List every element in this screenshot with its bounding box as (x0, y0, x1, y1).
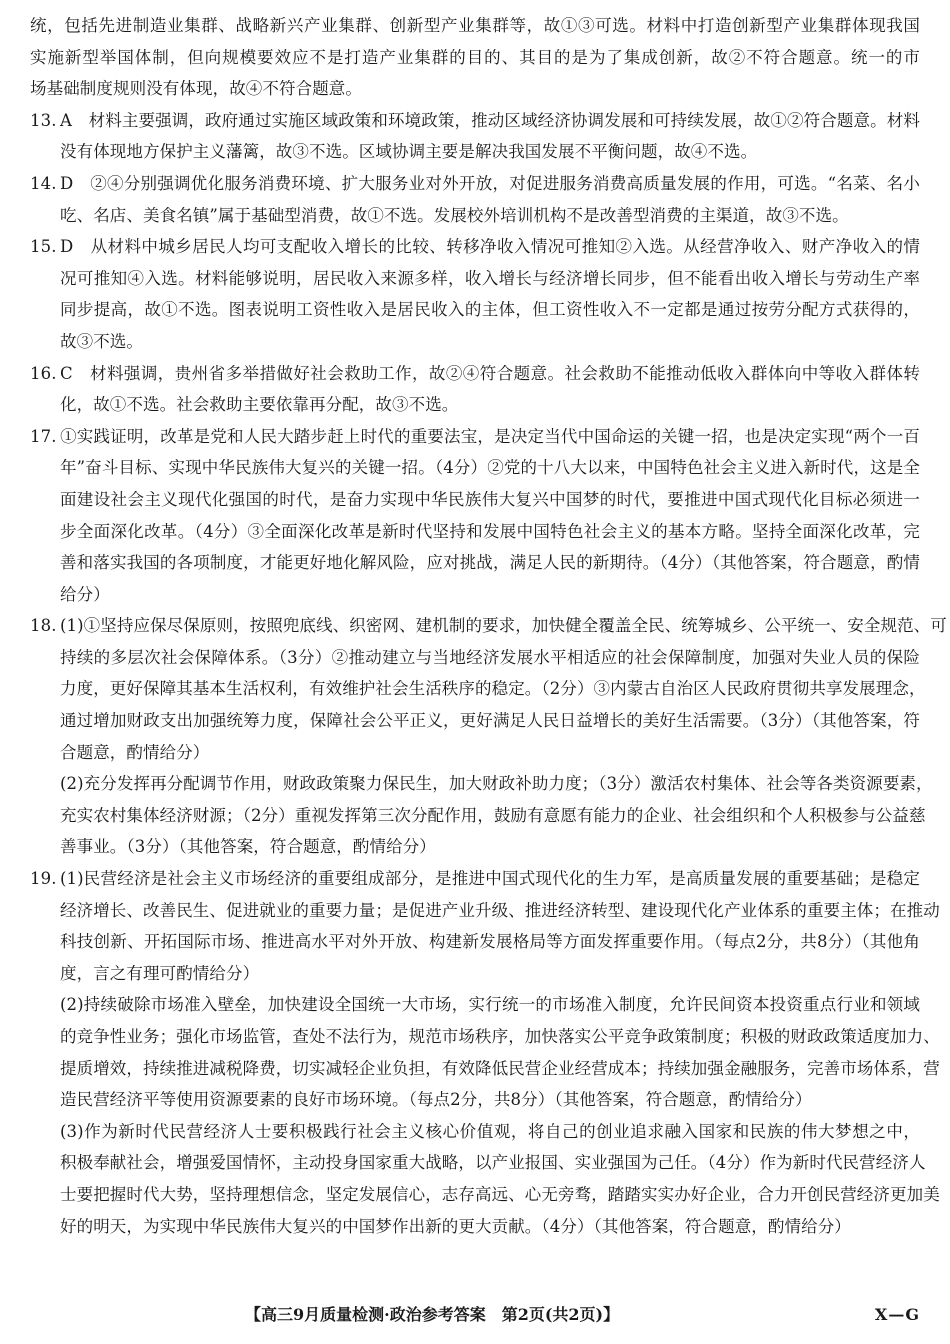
answer-body (30, 10, 947, 1242)
text-line: 善事业。（3分）（其他答案，符合题意，酌情给分） (60, 837, 436, 857)
text-line: (2)充分发挥再分配调节作用，财政政策聚力保民生，加大财政补助力度；（3分）激活农村集体、社会等各类资源要素， (60, 774, 933, 794)
text-line: 吃、名店、美食名镇”属于基础型消费，故①不选。发展校外培训机构不是改善型消费的主渠道，故③不选。 (60, 205, 849, 225)
text-line: (1)民营经济是社会主义市场经济的重要组成部分，是推进中国式现代化的生力军，是高质量发展的重要基础；是稳定 (60, 869, 920, 889)
text-line: C 材料强调，贵州省多举措做好社会救助工作，故②④符合题意。社会救助不能推动低收入群体向中等收入群体转 (60, 363, 920, 383)
text-line: 持续的多层次社会保障体系。（3分）②推动建立与当地经济发展水平相适应的社会保障制度，加强对失业人员的保险 (60, 647, 920, 667)
text-line: 化，故①不选。社会救助主要依靠再分配，故③不选。 (60, 395, 459, 415)
text-line: 的竞争性业务；强化市场监管，查处不法行为，规范市场秩序，加快落实公平竞争政策制度；积极的财政政策适度加力、 (60, 1027, 940, 1046)
text-line: 提质增效，持续推进减税降费，切实减轻企业负担，有效降低民营企业经营成本；持续加强金融服务，完善市场体系，营 (60, 1058, 940, 1078)
text-line: 面建设社会主义现代化强国的时代，是奋力实现中华民族伟大复兴中国梦的时代，要推进中国式现代化目标必须进一 (60, 489, 920, 509)
text-line: 通过增加财政支出加强统筹力度，保障社会公平正义，更好满足人民日益增长的美好生活需要。（3分）（其他答案，符 (60, 711, 920, 731)
footer-title: 【高三9月质量检测·政治参考答案 第2页(共2页)】 (245, 1305, 620, 1324)
answer-15 (30, 231, 920, 357)
text-line: 度，言之有理可酌情给分） (60, 963, 260, 983)
question-number: 19. (30, 869, 57, 889)
text-line: 善和落实我国的各项制度，才能更好地化解风险，应对挑战，满足人民的新期待。（4分）（其他答案，符合题意，酌情 (60, 553, 920, 573)
question-number: 18. (30, 616, 57, 636)
text-line: 经济增长、改善民生、促进就业的重要力量；是促进产业升级、推进经济转型、建设现代化产业体系的重要主体；在推动 (60, 900, 940, 920)
text-line: 同步提高，故①不选。图表说明工资性收入是居民收入的主体，但工资性收入不一定都是通过按劳分配方式获得的， (60, 300, 920, 320)
text-line: 年”奋斗目标、实现中华民族伟大复兴的关键一招。（4分）②党的十八大以来，中国特色社会主义进入新时代，这是全 (60, 458, 920, 478)
footer-code: X—G (874, 1305, 920, 1324)
text-line: 实施新型举国体制，但向规模要效应不是打造产业集群的目的、其目的是为了集成创新，故②不符合题意。统一的市 (30, 47, 920, 67)
answer-12-continuation (30, 10, 920, 105)
question-number: 16. (30, 363, 57, 383)
text-line: 故③不选。 (60, 331, 143, 351)
text-line: 没有体现地方保护主义藩篱，故③不选。区域协调主要是解决我国发展不平衡问题，故④不选。 (60, 142, 758, 162)
answer-17 (30, 421, 920, 611)
answer-19 (30, 863, 940, 1242)
text-line: 合题意，酌情给分） (60, 742, 210, 762)
question-number: 13. (30, 110, 57, 130)
text-line: 士要把握时代大势，坚持理想信念，坚定发展信心，志存高远、心无旁骛，踏踏实实办好企业，合力开创民营经济更加美 (60, 1184, 940, 1204)
text-line: 况可推知④入选。材料能够说明，居民收入来源多样，收入增长与经济增长同步，但不能看出收入增长与劳动生产率 (60, 268, 920, 288)
text-line: (1)①坚持应保尽保原则，按照兜底线、织密网、建机制的要求，加快健全覆盖全民、统筹城乡、公平统一、安全规范、可 (60, 616, 947, 636)
answer-14 (30, 168, 920, 231)
text-line: 统，包括先进制造业集群、战略新兴产业集群、创新型产业集群等，故①③可选。材料中打造创新型产业集群体现我国 (30, 16, 920, 35)
text-line: (2)持续破除市场准入壁垒，加快建设全国统一大市场，实行统一的市场准入制度，允许民间资本投资重点行业和领域 (60, 995, 920, 1015)
text-line: A 材料主要强调，政府通过实施区域政策和环境政策，推动区域经济协调发展和可持续发展，故①②符合题意。材料 (60, 110, 920, 130)
text-line: 造民营经济平等使用资源要素的良好市场环境。（每点2分，共8分）（其他答案，符合题意，酌情给分） (60, 1090, 812, 1110)
question-number: 14. (30, 173, 57, 193)
text-line: ①实践证明，改革是党和人民大踏步赶上时代的重要法宝，是决定当代中国命运的关键一招，也是决定实现“两个一百 (60, 426, 920, 446)
text-line: 好的明天，为实现中华民族伟大复兴的中国梦作出新的更大贡献。（4分）（其他答案，符合题意，酌情给分） (60, 1216, 851, 1236)
page-footer (30, 1300, 920, 1330)
question-number: 15. (30, 237, 57, 257)
answer-16 (30, 358, 920, 421)
text-line: 场基础制度规则没有体现，故④不符合题意。 (30, 79, 362, 99)
text-line: D ②④分别强调优化服务消费环境、扩大服务业对外开放，对促进服务消费高质量发展的作用，可选。“名菜、名小 (60, 173, 920, 193)
text-line: 积极奉献社会，增强爱国情怀，主动投身国家重大战略，以产业报国、实业强国为己任。（4分）作为新时代民营经济人 (60, 1153, 926, 1173)
text-line: (3)作为新时代民营经济人士要积极践行社会主义核心价值观，将自己的创业追求融入国家和民族的伟大梦想之中， (60, 1121, 920, 1141)
text-line: 力度，更好保障其基本生活权利，有效维护社会生活秩序的稳定。（2分）③内蒙古自治区人民政府贯彻共享发展理念， (60, 679, 926, 699)
text-line: 步全面深化改革。（4分）③全面深化改革是新时代坚持和发展中国特色社会主义的基本方略。坚持全面深化改革，完 (60, 521, 920, 541)
answer-13 (30, 105, 920, 168)
text-line: D 从材料中城乡居民人均可支配收入增长的比较、转移净收入情况可推知②入选。从经营净收入、财产净收入的情 (60, 237, 920, 257)
text-line: 科技创新、开拓国际市场、推进高水平对外开放、构建新发展格局等方面发挥重要作用。（每点2分，共8分）（其他角 (60, 932, 920, 952)
text-line: 充实农村集体经济财源；（2分）重视发挥第三次分配作用，鼓励有意愿有能力的企业、社会组织和个人积极参与公益慈 (60, 805, 926, 825)
question-number: 17. (30, 426, 57, 446)
answer-18 (30, 610, 947, 863)
text-line: 给分） (60, 584, 110, 604)
